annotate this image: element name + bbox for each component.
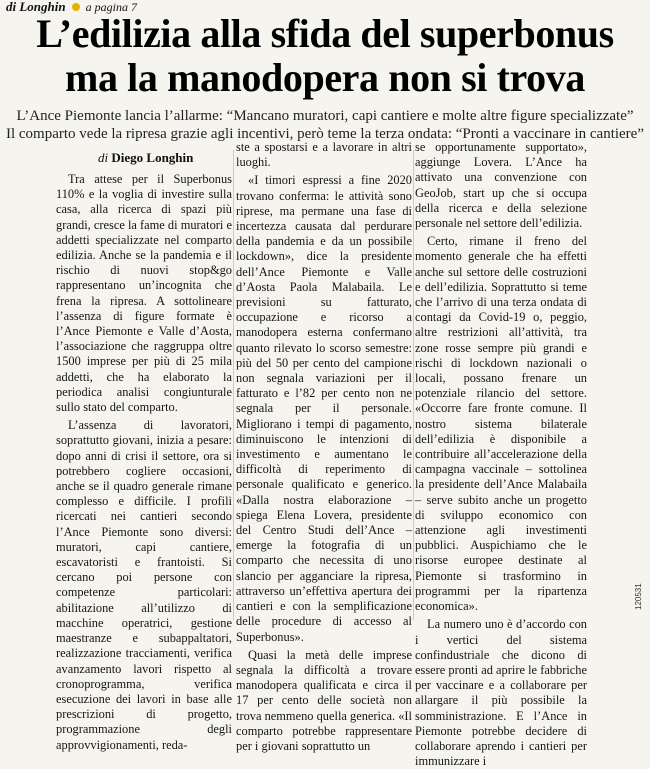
byline: [98, 150, 193, 166]
byline-author: Diego Longhin: [111, 150, 194, 165]
headline-line-1: L’edilizia alla sfida del superbonus: [36, 11, 614, 56]
subheadline-line-2: Il comparto vede la ripresa grazie agli incentivi, però teme la terza ondata: “Pronti a vaccinare in cantiere”: [5, 126, 644, 142]
page-reference: a pagina 7: [85, 0, 137, 14]
paragraph: Certo, rimane il freno del momento generale che ha effetti anche sul settore delle costruzioni e dell’edilizia. Soprattutto si teme che l’arrivo di una terza ondata di contagi da Covid-19 o, peggio, altre restrizioni all’attività, tra zone rosse sempre più grandi e rischi di lockdown nazionali o locali, possano frenare un potenziale rilancio del settore. «Occorre fare fronte comune. Il nostro sistema bilaterale dell’edilizia è disponibile a contribuire all’accelerazione della campagna vaccinale – sottolinea la presidente dell’Ance Malabaila – serve subito anche un progetto di sviluppo economico con attenzione agli investimenti pubblici. Auspichiamo che le risorse europee destinate al Piemonte si trasformino in programmi per la ripartenza economica».: [415, 234, 587, 614]
headline-line-2: ma la manodopera non si trova: [65, 55, 585, 100]
article-column-1: [56, 172, 232, 752]
paragraph: L’assenza di lavoratori, soprattutto giovani, inizia a pesare: dopo anni di crisi il settore, ora si potrebbero cogliere occasioni, anche se il quadro generale rimane complesso e difficile. I profili ricercati nei cantieri secondo l’Ance Piemonte sono diversi: muratori, capi cantiere, escavatoristi e frantoisti. Si cercano poi persone con competenze particolari: abilitazione all’utilizzo di macchine operatrici, gestione maestranze e subappaltatori, realizzazione tracciamenti, verifica avanzamento lavori rispetto al cronoprogramma, verifica esecuzione dei lavori in base alle prescrizioni di progetto, programmazione degli approvvigionamenti, reda-: [56, 418, 232, 752]
paragraph: «I timori espressi a fine 2020 trovano conferma: le attività sono riprese, ma permane una fase di incertezza causata dal perdurare della pandemia e da un possibile lockdown», dice la presidente dell’Ance Piemonte e Valle d’Aosta Paola Malabaila. Le previsioni su fatturato, occupazione e ricorso a manodopera esterna confermano quanto rilevato lo scorso semestre: più del 50 per cento del campione non segnala variazioni per il fatturato e l’82 per cento non ne segnala per il personale. Migliorano i tempi di pagamento, diminuiscono le intenzioni di investimento e aumentano le difficoltà di reperimento di personale qualificato e generico. «Dalla nostra elaborazione – spiega Elena Lovera, presidente del Centro Studi dell’Ance – emerge la fotografia di un comparto che necessita di uno slancio per agganciare la ripresa, attraverso un’effettiva apertura dei cantieri e con la semplificazione delle procedure di accesso al Superbonus».: [236, 173, 412, 644]
paragraph: se opportunamente supportato», aggiunge Lovera. L’Ance ha attivato una convenzione con GeoJob, start up che si occupa della ricerca e della selezione personale nel settore dell’edilizia.: [415, 140, 587, 231]
paragraph: La numero uno è d’accordo con i vertici del sistema confindustriale che dicono di essere pronti ad aprire le fabbriche per vaccinare e a collaborare per allargare il più possibile la somministrazione. E l’Ance in Piemonte potrebbe decidere di collaborare aprendo i cantieri per immunizzare i: [415, 617, 587, 769]
column-divider: [233, 150, 234, 620]
archive-code: 120531: [634, 583, 643, 610]
subheadline-line-1: L’Ance Piemonte lancia l’allarme: “Mancano muratori, capi cantiere e molte altre figure specializzate”: [16, 108, 634, 124]
paragraph: ste a spostarsi e a lavorare in altri luoghi.: [236, 140, 412, 170]
byline-prefix: di: [98, 150, 109, 165]
section-name: di Longhin: [6, 0, 66, 14]
paragraph: Tra attese per il Superbonus 110% e la voglia di investire sulla casa, alla ricerca di spazi più grandi, cresce la fame di muratori e addetti specializzate nel comparto edilizia. Anche se la pandemia e il rischio di nuovi stop&go rappresentano un’incognita che frena la ripresa. A sottolineare l’assenza di figure formate è l’Ance Piemonte e Valle d’Aosta, l’associazione che raggruppa oltre 1500 imprese per più di 25 mila addetti, che ha elaborato la periodica analisi congiunturale sullo stato del comparto.: [56, 172, 232, 415]
article-column-2: [236, 140, 412, 753]
article-column-3: [415, 140, 587, 769]
column-divider: [413, 150, 414, 620]
bullet-dot-icon: [72, 3, 80, 11]
paragraph: Quasi la metà delle imprese segnala la difficoltà a trovare manodopera qualificata e circa il 17 per cento delle società non trova nemmeno quella generica. «Il comparto potrebbe rappresentare per i giovani soprattutto un: [236, 647, 412, 753]
